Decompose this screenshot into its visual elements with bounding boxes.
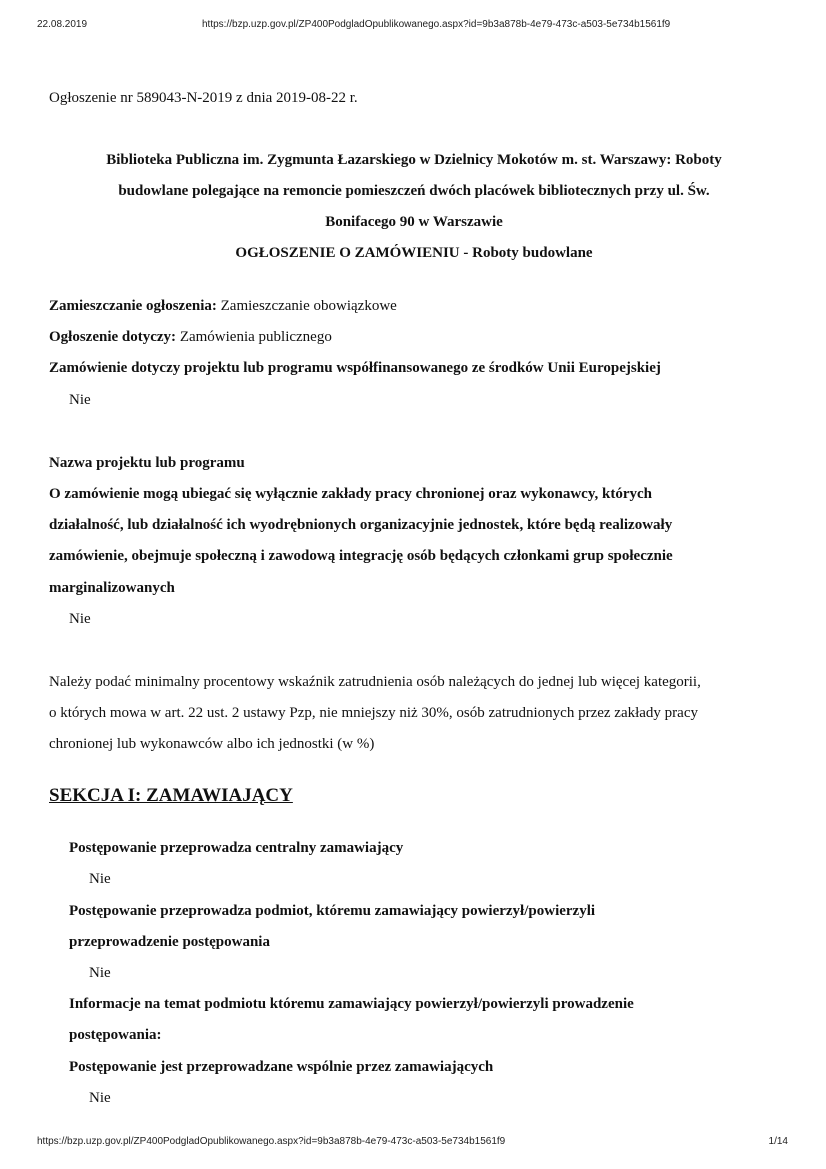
entrusted-line-1: Postępowanie przeprowadza podmiot, któremu zamawiający powierzył/powierzyli: [69, 903, 596, 919]
project-name-label: Nazwa projektu lub programu: [49, 455, 245, 471]
print-header-url: https://bzp.uzp.gov.pl/ZP400PodgladOpublikowanego.aspx?id=9b3a878b-4e79-473c-a503-5e734b1561f9: [202, 19, 671, 30]
concerns-label: Ogłoszenie dotyczy:: [49, 329, 177, 345]
title-line-2: budowlane polegające na remoncie pomieszczeń dwóch placówek bibliotecznych przy ul. Św.: [118, 183, 710, 199]
sheltered-line-1: O zamówienie mogą ubiegać się wyłącznie zakłady pracy chronionej oraz wykonawcy, których: [49, 486, 653, 502]
announcement-number: Ogłoszenie nr 589043-N-2019 z dnia 2019-08-22 r.: [49, 90, 358, 106]
page-number: 1/14: [768, 1136, 788, 1147]
percent-line-1: Należy podać minimalny procentowy wskaźnik zatrudnienia osób należących do jednej lub więcej kategorii,: [49, 674, 701, 690]
sheltered-line-2: działalność, lub działalność ich wyodrębnionych organizacyjnie jednostek, które będą realizowały: [49, 517, 673, 533]
joint-procurement-value: Nie: [89, 1090, 111, 1106]
entity-info-line-2: postępowania:: [69, 1027, 162, 1043]
sheltered-line-4: marginalizowanych: [49, 580, 175, 596]
central-buyer-value: Nie: [89, 871, 111, 887]
title-line-3: Bonifacego 90 w Warszawie: [325, 214, 503, 230]
percent-line-2: o których mowa w art. 22 ust. 2 ustawy Pzp, nie mniejszy niż 30%, osób zatrudnionych przez zakłady pracy: [49, 705, 698, 721]
posting-value: Zamieszczanie obowiązkowe: [216, 298, 397, 314]
print-date: 22.08.2019: [37, 19, 88, 30]
document-subtitle: OGŁOSZENIE O ZAMÓWIENIU - Roboty budowlane: [235, 245, 593, 261]
percent-line-3: chronionej lub wykonawców albo ich jednostki (w %): [49, 736, 375, 752]
concerns-field: [49, 327, 332, 347]
entity-info-line-1: Informacje na temat podmiotu któremu zamawiający powierzył/powierzyli prowadzenie: [69, 996, 634, 1012]
eu-funding-value: Nie: [69, 392, 91, 408]
sheltered-line-3: zamówienie, obejmuje społeczną i zawodową integrację osób będących członkami grup społecznie: [49, 548, 673, 564]
joint-procurement-label: Postępowanie jest przeprowadzane wspólnie przez zamawiających: [69, 1059, 494, 1075]
central-buyer-label: Postępowanie przeprowadza centralny zamawiający: [69, 840, 404, 856]
concerns-value: Zamówienia publicznego: [176, 329, 332, 345]
entrusted-line-2: przeprowadzenie postępowania: [69, 934, 270, 950]
entrusted-value: Nie: [89, 965, 111, 981]
print-footer-url: https://bzp.uzp.gov.pl/ZP400PodgladOpublikowanego.aspx?id=9b3a878b-4e79-473c-a503-5e734b1561f9: [37, 1136, 506, 1147]
posting-label: Zamieszczanie ogłoszenia:: [49, 298, 217, 314]
posting-field: [49, 296, 397, 316]
title-line-1: Biblioteka Publiczna im. Zygmunta Łazarskiego w Dzielnicy Mokotów m. st. Warszawy: Roboty: [106, 152, 722, 168]
eu-funding-label: Zamówienie dotyczy projektu lub programu współfinansowanego ze środków Unii Europejskiej: [49, 360, 661, 376]
sheltered-value: Nie: [69, 611, 91, 627]
section-1-heading: SEKCJA I: ZAMAWIAJĄCY: [49, 785, 293, 806]
